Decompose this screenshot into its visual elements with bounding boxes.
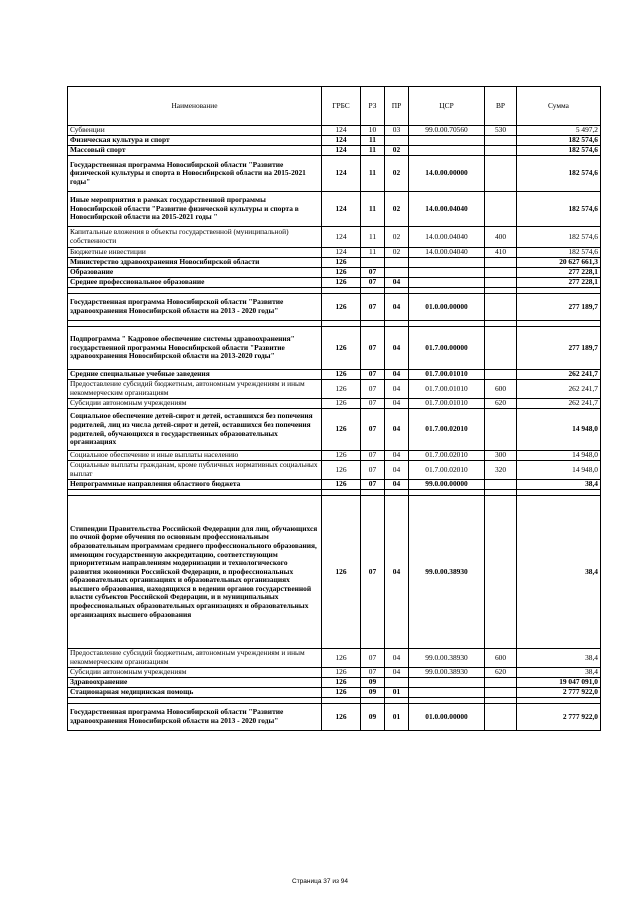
cell-grbs: 126 bbox=[322, 668, 361, 678]
cell-name: Предоставление субсидий бюджетным, автономным учреждениям и иным некоммерческим организациям bbox=[68, 649, 322, 668]
cell-name: Субвенции bbox=[68, 126, 322, 136]
cell-vr: 620 bbox=[485, 399, 517, 409]
cell-name: Социальное обеспечение детей-сирот и детей, оставшихся без попечения родителей, лиц из числа детей-сирот и детей, оставшихся без попечения родителей, обучающихся в государственных образовательных организациях bbox=[68, 409, 322, 451]
cell-rz: 11 bbox=[361, 156, 385, 192]
cell-name: Государственная программа Новосибирской области "Развитие здравоохранения Новосибирской области на 2013 - 2020 годы" bbox=[68, 704, 322, 731]
cell-sum: 182 574,6 bbox=[517, 156, 601, 192]
cell-pr bbox=[385, 678, 409, 688]
cell-name: Предоставление субсидий бюджетным, автономным учреждениям и иным некоммерческим организациям bbox=[68, 380, 322, 399]
cell-pr: 02 bbox=[385, 227, 409, 248]
header-name: Наименование bbox=[68, 87, 322, 126]
cell-grbs: 126 bbox=[322, 688, 361, 698]
cell-pr bbox=[385, 268, 409, 278]
table-body bbox=[68, 126, 601, 731]
table-row bbox=[68, 461, 601, 480]
cell-rz: 09 bbox=[361, 678, 385, 688]
cell-csr: 01.7.00.02010 bbox=[409, 451, 485, 461]
cell-rz: 07 bbox=[361, 268, 385, 278]
cell-rz: 11 bbox=[361, 227, 385, 248]
table-row bbox=[68, 278, 601, 288]
cell-sum: 182 574,6 bbox=[517, 227, 601, 248]
table-row bbox=[68, 248, 601, 258]
cell-sum: 14 948,0 bbox=[517, 461, 601, 480]
cell-vr: 410 bbox=[485, 248, 517, 258]
cell-pr: 01 bbox=[385, 704, 409, 731]
cell-sum: 38,4 bbox=[517, 496, 601, 649]
cell-csr: 01.7.00.01010 bbox=[409, 370, 485, 380]
cell-sum: 182 574,6 bbox=[517, 146, 601, 156]
table-header-row bbox=[68, 87, 601, 126]
cell-vr bbox=[485, 370, 517, 380]
table-row bbox=[68, 268, 601, 278]
cell-sum: 262 241,7 bbox=[517, 380, 601, 399]
cell-rz: 07 bbox=[361, 370, 385, 380]
cell-pr: 04 bbox=[385, 649, 409, 668]
cell-grbs: 124 bbox=[322, 156, 361, 192]
cell-sum: 277 189,7 bbox=[517, 327, 601, 370]
cell-rz: 07 bbox=[361, 399, 385, 409]
cell-sum: 182 574,6 bbox=[517, 248, 601, 258]
cell-csr: 01.0.00.00000 bbox=[409, 294, 485, 321]
cell-pr: 02 bbox=[385, 192, 409, 227]
cell-grbs: 126 bbox=[322, 649, 361, 668]
cell-vr bbox=[485, 136, 517, 146]
header-pr: ПР bbox=[385, 87, 409, 126]
cell-vr: 620 bbox=[485, 668, 517, 678]
cell-csr: 14.0.00.04040 bbox=[409, 227, 485, 248]
cell-sum: 38,4 bbox=[517, 480, 601, 490]
cell-pr: 04 bbox=[385, 278, 409, 288]
table-row bbox=[68, 136, 601, 146]
cell-rz: 09 bbox=[361, 704, 385, 731]
header-grbs: ГРБС bbox=[322, 87, 361, 126]
cell-grbs: 126 bbox=[322, 451, 361, 461]
cell-name: Субсидии автономным учреждениям bbox=[68, 668, 322, 678]
cell-pr: 02 bbox=[385, 156, 409, 192]
table-row bbox=[68, 258, 601, 268]
cell-grbs: 126 bbox=[322, 278, 361, 288]
cell-csr: 99.0.00.38930 bbox=[409, 668, 485, 678]
cell-name: Бюджетные инвестиции bbox=[68, 248, 322, 258]
cell-name: Среднее профессиональное образование bbox=[68, 278, 322, 288]
table-row bbox=[68, 227, 601, 248]
cell-vr: 400 bbox=[485, 227, 517, 248]
cell-pr: 04 bbox=[385, 380, 409, 399]
cell-csr: 01.7.00.00000 bbox=[409, 327, 485, 370]
cell-grbs: 126 bbox=[322, 704, 361, 731]
cell-csr: 01.7.00.02010 bbox=[409, 461, 485, 480]
cell-name: Образование bbox=[68, 268, 322, 278]
cell-name: Подпрограмма " Кадровое обеспечение системы здравоохранения" государственной программы Новосибирской области "Развитие здравоохранения Новосибирской области на 2013-2020 годы" bbox=[68, 327, 322, 370]
cell-csr bbox=[409, 136, 485, 146]
cell-csr: 14.0.00.04040 bbox=[409, 248, 485, 258]
cell-sum: 262 241,7 bbox=[517, 370, 601, 380]
cell-vr bbox=[485, 409, 517, 451]
cell-grbs: 126 bbox=[322, 370, 361, 380]
cell-csr bbox=[409, 688, 485, 698]
cell-name: Физическая культура и спорт bbox=[68, 136, 322, 146]
cell-vr bbox=[485, 146, 517, 156]
cell-sum: 262 241,7 bbox=[517, 399, 601, 409]
cell-vr bbox=[485, 156, 517, 192]
cell-rz bbox=[361, 258, 385, 268]
cell-vr bbox=[485, 294, 517, 321]
cell-rz: 07 bbox=[361, 649, 385, 668]
cell-vr bbox=[485, 327, 517, 370]
cell-vr: 600 bbox=[485, 649, 517, 668]
table-row bbox=[68, 146, 601, 156]
table-row bbox=[68, 668, 601, 678]
cell-grbs: 126 bbox=[322, 258, 361, 268]
cell-vr: 600 bbox=[485, 380, 517, 399]
cell-sum: 38,4 bbox=[517, 668, 601, 678]
table-row bbox=[68, 496, 601, 649]
cell-pr: 04 bbox=[385, 461, 409, 480]
cell-name: Субсидии автономным учреждениям bbox=[68, 399, 322, 409]
cell-pr bbox=[385, 136, 409, 146]
cell-sum: 38,4 bbox=[517, 649, 601, 668]
table-row bbox=[68, 294, 601, 321]
cell-grbs: 126 bbox=[322, 461, 361, 480]
table-row bbox=[68, 409, 601, 451]
cell-sum: 277 228,1 bbox=[517, 268, 601, 278]
cell-pr: 04 bbox=[385, 327, 409, 370]
cell-rz: 07 bbox=[361, 278, 385, 288]
cell-grbs: 126 bbox=[322, 496, 361, 649]
cell-rz: 11 bbox=[361, 192, 385, 227]
cell-rz: 07 bbox=[361, 480, 385, 490]
table-row bbox=[68, 192, 601, 227]
cell-name: Министерство здравоохранения Новосибирской области bbox=[68, 258, 322, 268]
cell-pr: 04 bbox=[385, 480, 409, 490]
cell-name: Социальное обеспечение и иные выплаты населению bbox=[68, 451, 322, 461]
cell-rz: 07 bbox=[361, 380, 385, 399]
cell-grbs: 126 bbox=[322, 399, 361, 409]
cell-rz: 10 bbox=[361, 126, 385, 136]
cell-grbs: 126 bbox=[322, 409, 361, 451]
cell-vr bbox=[485, 192, 517, 227]
cell-pr: 01 bbox=[385, 688, 409, 698]
cell-pr: 03 bbox=[385, 126, 409, 136]
cell-pr: 04 bbox=[385, 409, 409, 451]
cell-name: Стационарная медицинская помощь bbox=[68, 688, 322, 698]
cell-name: Средние специальные учебные заведения bbox=[68, 370, 322, 380]
table-row bbox=[68, 370, 601, 380]
cell-pr: 04 bbox=[385, 399, 409, 409]
cell-name: Государственная программа Новосибирской области "Развитие физической культуры и спорта в Новосибирской области на 2015-2021 годы" bbox=[68, 156, 322, 192]
cell-rz: 11 bbox=[361, 248, 385, 258]
table-row bbox=[68, 678, 601, 688]
cell-sum: 277 228,1 bbox=[517, 278, 601, 288]
page-footer: Страница 37 из 94 bbox=[292, 878, 348, 885]
cell-grbs: 126 bbox=[322, 327, 361, 370]
cell-pr: 04 bbox=[385, 294, 409, 321]
cell-grbs: 126 bbox=[322, 268, 361, 278]
cell-csr: 99.0.00.38930 bbox=[409, 496, 485, 649]
cell-vr bbox=[485, 496, 517, 649]
cell-pr: 04 bbox=[385, 668, 409, 678]
cell-sum: 19 047 091,0 bbox=[517, 678, 601, 688]
cell-csr: 14.0.00.00000 bbox=[409, 156, 485, 192]
cell-pr: 02 bbox=[385, 146, 409, 156]
cell-csr bbox=[409, 678, 485, 688]
cell-pr: 02 bbox=[385, 248, 409, 258]
cell-sum: 182 574,6 bbox=[517, 136, 601, 146]
table-row bbox=[68, 327, 601, 370]
header-sum: Сумма bbox=[517, 87, 601, 126]
cell-grbs: 126 bbox=[322, 294, 361, 321]
cell-pr: 04 bbox=[385, 451, 409, 461]
header-vr: ВР bbox=[485, 87, 517, 126]
cell-rz: 11 bbox=[361, 136, 385, 146]
cell-name: Непрограммные направления областного бюджета bbox=[68, 480, 322, 490]
cell-vr bbox=[485, 268, 517, 278]
table-row bbox=[68, 480, 601, 490]
table-row bbox=[68, 451, 601, 461]
cell-rz: 07 bbox=[361, 461, 385, 480]
cell-csr bbox=[409, 268, 485, 278]
cell-rz: 07 bbox=[361, 451, 385, 461]
cell-csr bbox=[409, 258, 485, 268]
table-row bbox=[68, 688, 601, 698]
table-row bbox=[68, 156, 601, 192]
cell-rz: 07 bbox=[361, 327, 385, 370]
cell-sum: 20 627 661,3 bbox=[517, 258, 601, 268]
cell-sum: 182 574,6 bbox=[517, 192, 601, 227]
cell-csr bbox=[409, 146, 485, 156]
cell-name: Государственная программа Новосибирской области "Развитие здравоохранения Новосибирской области на 2013 - 2020 годы" bbox=[68, 294, 322, 321]
cell-name: Капитальные вложения в объекты государственной (муниципальной) собственности bbox=[68, 227, 322, 248]
cell-sum: 277 189,7 bbox=[517, 294, 601, 321]
cell-grbs: 124 bbox=[322, 192, 361, 227]
cell-grbs: 126 bbox=[322, 380, 361, 399]
cell-grbs: 124 bbox=[322, 146, 361, 156]
cell-rz: 07 bbox=[361, 496, 385, 649]
cell-pr: 04 bbox=[385, 370, 409, 380]
cell-csr: 01.7.00.01010 bbox=[409, 399, 485, 409]
cell-grbs: 124 bbox=[322, 136, 361, 146]
cell-csr: 01.7.00.01010 bbox=[409, 380, 485, 399]
table-row bbox=[68, 126, 601, 136]
cell-sum: 2 777 922,0 bbox=[517, 688, 601, 698]
cell-csr bbox=[409, 278, 485, 288]
table-row bbox=[68, 380, 601, 399]
cell-grbs: 126 bbox=[322, 678, 361, 688]
cell-vr bbox=[485, 278, 517, 288]
header-csr: ЦСР bbox=[409, 87, 485, 126]
table-row bbox=[68, 649, 601, 668]
cell-grbs: 124 bbox=[322, 248, 361, 258]
cell-csr: 99.0.00.00000 bbox=[409, 480, 485, 490]
cell-grbs: 124 bbox=[322, 126, 361, 136]
cell-pr bbox=[385, 258, 409, 268]
cell-csr: 99.0.00.70560 bbox=[409, 126, 485, 136]
cell-grbs: 124 bbox=[322, 227, 361, 248]
cell-csr: 14.0.00.04040 bbox=[409, 192, 485, 227]
table-row bbox=[68, 399, 601, 409]
header-rz: РЗ bbox=[361, 87, 385, 126]
cell-vr: 530 bbox=[485, 126, 517, 136]
cell-name: Здравоохранение bbox=[68, 678, 322, 688]
cell-pr: 04 bbox=[385, 496, 409, 649]
cell-rz: 09 bbox=[361, 688, 385, 698]
cell-name: Социальные выплаты гражданам, кроме публичных нормативных социальных выплат bbox=[68, 461, 322, 480]
cell-vr bbox=[485, 258, 517, 268]
cell-csr: 01.0.00.00000 bbox=[409, 704, 485, 731]
cell-name: Иные мероприятия в рамках государственной программы Новосибирской области "Развитие физической культуры и спорта в Новосибирской области на 2015-2021 годы " bbox=[68, 192, 322, 227]
cell-rz: 11 bbox=[361, 146, 385, 156]
cell-csr: 01.7.00.02010 bbox=[409, 409, 485, 451]
cell-name: Массовый спорт bbox=[68, 146, 322, 156]
table-row bbox=[68, 704, 601, 731]
cell-vr: 300 bbox=[485, 451, 517, 461]
budget-table bbox=[67, 86, 601, 731]
cell-sum: 14 948,0 bbox=[517, 409, 601, 451]
cell-sum: 2 777 922,0 bbox=[517, 704, 601, 731]
cell-vr bbox=[485, 678, 517, 688]
cell-grbs: 126 bbox=[322, 480, 361, 490]
cell-name: Стипендии Правительства Российской Федерации для лиц, обучающихся по очной форме обучения по основным профессиональным образовательным программам среднего профессионального образования, имеющим государственную аккредитацию, соответствующим приоритетным направлениям модернизации и технологического развития экономики Российской Федерации, в профессиональных образовательных организациях и образовательных организациях высшего образования, находящихся в ведении органов государственной власти субъектов Российской Федерации, и в муниципальных профессиональных образовательных организациях и образовательных организациях высшего образования bbox=[68, 496, 322, 649]
cell-vr bbox=[485, 480, 517, 490]
cell-sum: 5 497,2 bbox=[517, 126, 601, 136]
cell-vr: 320 bbox=[485, 461, 517, 480]
cell-rz: 07 bbox=[361, 294, 385, 321]
cell-vr bbox=[485, 688, 517, 698]
cell-rz: 07 bbox=[361, 409, 385, 451]
cell-csr: 99.0.00.38930 bbox=[409, 649, 485, 668]
cell-rz: 07 bbox=[361, 668, 385, 678]
cell-vr bbox=[485, 704, 517, 731]
cell-sum: 14 948,0 bbox=[517, 451, 601, 461]
